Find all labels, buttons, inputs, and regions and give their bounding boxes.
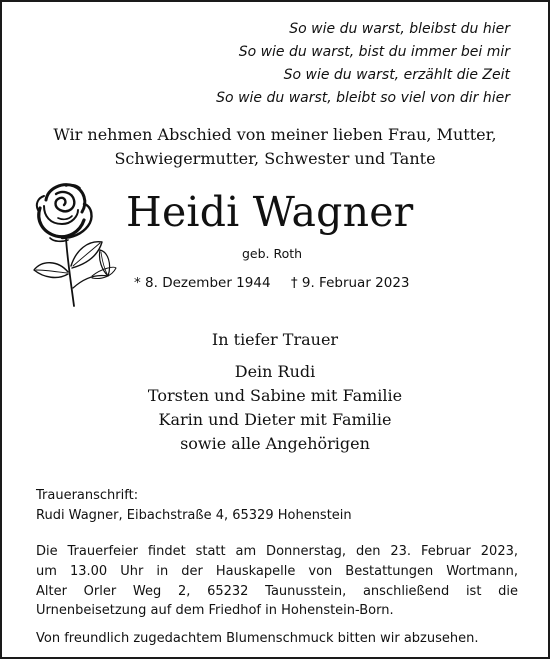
- intro-line: Schwiegermutter, Schwester und Tante: [114, 149, 436, 168]
- farewell-intro: [2, 123, 548, 171]
- mourners-block: [2, 328, 548, 456]
- ceremony-line: Urnenbeisetzung auf dem Friedhof in Hohenstein-Born.: [36, 603, 394, 619]
- mourning-lead: In tiefer Trauer: [211, 330, 339, 349]
- intro-line: Wir nehmen Abschied von meiner lieben Frau, Mutter,: [53, 125, 497, 144]
- mourner-entry: Karin und Dieter mit Familie: [158, 410, 392, 429]
- mourning-address: [36, 486, 352, 526]
- address-label: Traueranschrift:: [36, 488, 139, 503]
- mourner-entry: Torsten und Sabine mit Familie: [147, 386, 403, 405]
- poem-line: So wie du warst, bist du immer bei mir: [238, 44, 510, 60]
- poem-line: So wie du warst, bleibst du hier: [289, 21, 510, 37]
- memorial-poem: [216, 18, 510, 110]
- flower-note: Von freundlich zugedachtem Blumenschmuck bitten wir abzusehen.: [36, 631, 479, 646]
- ceremony-line: um 13.00 Uhr in der Hauskapelle von Bestattungen Wortmann,: [36, 563, 518, 579]
- ceremony-line: Die Trauerfeier findet statt am Donnerstag, den 23. Februar 2023,: [36, 544, 518, 559]
- maiden-name: geb. Roth: [242, 246, 303, 261]
- life-dates: [134, 275, 410, 291]
- rose-icon: [32, 180, 118, 310]
- poem-line: So wie du warst, bleibt so viel von dir hier: [216, 90, 510, 106]
- death-date: † 9. Februar 2023: [290, 275, 410, 291]
- birth-date: * 8. Dezember 1944: [134, 275, 271, 291]
- mourner-entry: sowie alle Angehörigen: [180, 434, 370, 453]
- mourner-entry: Dein Rudi: [234, 362, 316, 381]
- address-line: Rudi Wagner, Eibachstraße 4, 65329 Hohenstein: [36, 508, 352, 523]
- deceased-name: Heidi Wagner: [126, 188, 414, 236]
- funeral-details: [36, 542, 518, 621]
- ceremony-line: Alter Orler Weg 2, 65232 Taunusstein, anschließend ist die: [36, 583, 518, 599]
- poem-line: So wie du warst, erzählt die Zeit: [283, 67, 510, 83]
